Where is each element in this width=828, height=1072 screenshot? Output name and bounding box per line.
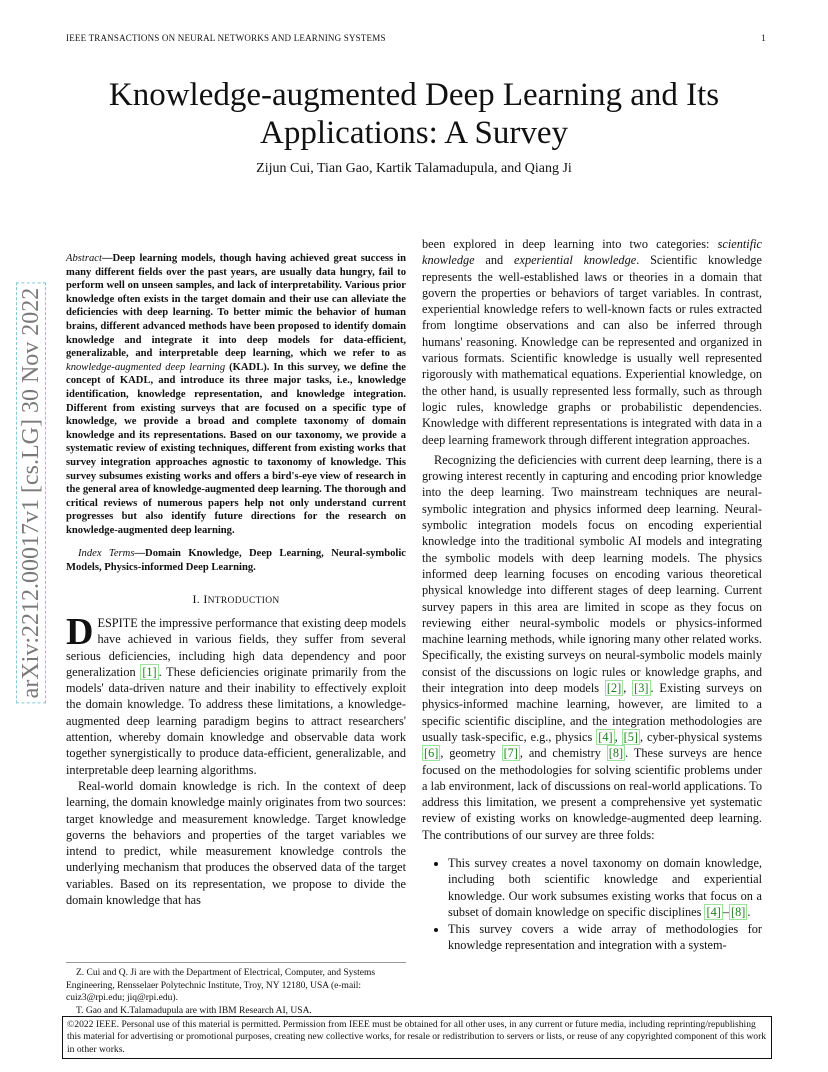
right-column bbox=[422, 236, 762, 955]
text: . These surveys are hence focused on the methodologies for solving scientific problems under a lab environment, lack of discussions on real-world applications. To address this limitation, we present a comprehensive yet systematic review of existing works on knowledge-augmented deep learning. The contributions of our survey are three folds: bbox=[422, 746, 762, 842]
page-number: 1 bbox=[761, 33, 766, 43]
abstract-term: knowledge-augmented deep learning bbox=[66, 361, 226, 373]
abstract bbox=[66, 252, 406, 537]
citation-link[interactable]: [6] bbox=[424, 746, 439, 761]
citation-link[interactable]: [2] bbox=[606, 681, 622, 696]
contributions-list bbox=[422, 855, 762, 954]
right-paragraph-1 bbox=[422, 236, 762, 448]
term-experiential: experiential knowledge bbox=[514, 253, 637, 268]
list-item: • This survey covers a wide array of methodologies for knowledge representation and integration with a system- bbox=[448, 921, 762, 954]
footnote bbox=[66, 962, 406, 1017]
drop-cap: D bbox=[66, 610, 94, 653]
intro-text-end: . These deficiencies originate primarily from the models' data-driven nature and their inability to effectively exploit the domain knowledge. To address these limitations, a knowledge-augmented deep learning paradigm begins to attract researchers' attention, whereby domain knowledge and observable data work together synergistically to produce data-efficient, generalizable, and interpretable deep learning algorithms. bbox=[66, 664, 406, 777]
arxiv-stamp[interactable] bbox=[16, 248, 46, 738]
text: . Existing surveys on physics-informed machine learning, however, are limited to a specific scientific discipline, and the integration methodologies are usually task-specific, e.g., physics bbox=[422, 681, 762, 744]
text: . Scientific knowledge represents the well-established laws or theories in a domain that govern the properties or behaviors of target variables. In contrast, experiential knowledge refers to well-known facts or rules extracted from longtime observations and can also be inferred through humans' reasoning. Knowledge can be represented and organized in various formats. Scientific knowledge is usually well represented rigorously with mathematical equations. Experiential knowledge, on the other hand, is usually represented less formally, such as through logic rules, knowledge graphs or probabilistic dependencies. Knowledge with different representations is integrated with data in a deep learning framework through different integration approaches. bbox=[422, 253, 763, 447]
section-number: I. bbox=[192, 591, 204, 606]
left-column bbox=[66, 236, 406, 908]
arxiv-stamp-text: arXiv:2212.00017v1 [cs.LG] 30 Nov 2022 bbox=[16, 283, 46, 704]
citation-link[interactable]: [3] bbox=[634, 681, 649, 696]
abstract-label: Abstract bbox=[66, 253, 102, 264]
citation-link[interactable]: [4] bbox=[598, 729, 613, 744]
term-scientific: scientific knowledge bbox=[422, 237, 762, 268]
text: . bbox=[747, 904, 751, 919]
citation-link[interactable]: [8] bbox=[608, 746, 624, 761]
journal-name: IEEE TRANSACTIONS ON NEURAL NETWORKS AND LEARNING SYSTEMS bbox=[66, 33, 386, 43]
text: – bbox=[722, 904, 729, 919]
footnote-affiliation-1: Z. Cui and Q. Ji are with the Department of Electrical, Computer, and Systems Engineering, Rensselaer Polytechnic Institute, Troy, NY 12180, USA (e-mail: cuiz3@rpi.edu; jiq@rpi.edu). bbox=[66, 968, 376, 1003]
right-paragraph-2: Recognizing the deficiencies with current deep learning, there is a growing interest recently in capturing and encoding prior knowledge into the deep learning. Two mainstream techniques are neural-symbolic integration and physics informed deep learning. Neural-symbolic integration models focus on encoding experiential knowledge into the traditional symbolic AI models and integrating the symbolic models with deep learning models. The physics informed deep learning focuses on encoding various theoretical physical knowledge into different stages of deep learning. Current survey papers in this area are limited in scope as they focus on reviewing either neural-symbolic models or physics-informed machine learning methods, while ignoring many other related works. Specifically, the existing surveys on neural-symbolic models mainly consist of the discussions on logic rules or knowledge graphs, and their integration into deep models [2] , [3] . Existing surveys on physics-informed machine learning, however, are limited to a specific scientific discipline, and the integration methodologies are usually task-specific, e.g., physics [4] , [5] , cyber-physical systems [6] , geometry [7] , and chemistry [8] . These surveys are hence focused on the methodologies for solving scientific problems under a lab environment, lack of discussions on real-world applications. To address this limitation, we present a comprehensive yet systematic review of existing works on knowledge-augmented deep learning. The contributions of our survey are three folds: bbox=[422, 452, 762, 842]
copyright-notice: ©2022 IEEE. Personal use of this material is permitted. Permission from IEEE must be obtained for all other uses, in any current or future media, including reprinting/republishing this material for advertising or promotional purposes, creating new collective works, for resale or redistribution to servers or lists, or reuse of any copyrighted component of this work in other works. bbox=[62, 1016, 772, 1059]
intro-paragraph-1 bbox=[66, 610, 406, 778]
section-title-first: I bbox=[203, 591, 208, 606]
intro-text: ESPITE the impressive performance that existing deep models have achieved in various fields, they suffer from several serious deficiencies, including high data dependency and poor generalization bbox=[66, 615, 406, 679]
index-terms-label: Index Terms bbox=[78, 548, 135, 560]
section-heading bbox=[66, 591, 406, 609]
authors: Zijun Cui, Tian Gao, Kartik Talamadupula, and Qiang Ji bbox=[256, 161, 572, 176]
index-terms-text: —Domain Knowledge, Deep Learning, Neural-symbolic Models, Physics-informed Deep Learning. bbox=[66, 548, 406, 574]
paper-title: Knowledge-augmented Deep Learning and Its Applications: A Survey bbox=[108, 77, 720, 151]
citation-link[interactable]: [5] bbox=[623, 729, 638, 744]
text: , geometry bbox=[440, 746, 502, 761]
section-title-rest: NTRODUCTION bbox=[207, 595, 280, 606]
citation-link[interactable]: [8] bbox=[730, 904, 746, 919]
list-item bbox=[448, 855, 762, 920]
citation-link[interactable]: [1] bbox=[142, 664, 157, 679]
abstract-text: —Deep learning models, though having achieved great success in many different fields over the past years, are usually data hungry, fail to perform well on unseen samples, and lack of interpretability. Various prior knowledge often exists in the target domain and their use can alleviate the deficiencies with deep learning. To better mimic the behavior of human brains, different advanced methods have been proposed to identify domain knowledge and integrate it into deep models for data-efficient, generalizable, and interpretable deep learning, which we refer to as bbox=[66, 253, 406, 360]
intro-paragraph-2: Real-world domain knowledge is rich. In the context of deep learning, the domain knowledge mainly originates from two sources: target knowledge and measurement knowledge. Target knowledge governs the behaviors and properties of the target variables we intend to predict, while measurement knowledge controls the underlying mechanism that produces the observed data of the target variables. Based on its representation, we propose to divide the domain knowledge that has bbox=[66, 778, 406, 907]
text: , cyber-physical systems bbox=[639, 729, 762, 744]
text: This survey creates a novel taxonomy on domain knowledge, including both scientific knowledge and experiential knowledge. Our work subsumes existing works that focus on a subset of domain knowledge on specific disciplines bbox=[448, 855, 762, 919]
footnote-affiliation-2: T. Gao and K.Talamadupula are with IBM Research AI, USA. bbox=[76, 1005, 312, 1016]
index-terms bbox=[66, 547, 406, 574]
text: , and chemistry bbox=[519, 746, 607, 761]
citation-link[interactable]: [4] bbox=[706, 904, 721, 919]
citation-link[interactable]: [7] bbox=[503, 746, 518, 761]
running-header bbox=[66, 33, 766, 47]
text: Recognizing the deficiencies with current deep learning, there is a growing interest recently in capturing and encoding prior knowledge into the deep learning. Two mainstream techniques are neural-symbolic integration and physics informed deep learning. Neural-symbolic integration models focus on encoding experiential knowledge into the traditional symbolic AI models and integrating the symbolic models with deep learning models. The physics informed deep learning focuses on encoding various theoretical physical knowledge into different stages of deep learning. Current survey papers in this area are limited in scope as they focus on reviewing either neural-symbolic models or physics-informed machine learning methods, while ignoring many other related works. Specifically, the existing surveys on neural-symbolic models mainly consist of the discussions on logic rules or knowledge graphs, and their integration into deep models bbox=[422, 452, 762, 696]
text: been explored in deep learning into two categories: bbox=[422, 237, 718, 251]
text: and bbox=[474, 253, 515, 268]
abstract-text-end: (KADL). In this survey, we define the concept of KADL, and introduce its three major tasks, i.e., knowledge identification, knowledge representation, and knowledge integration. Different from existing surveys that are focused on a specific type of knowledge, we provide a broad and complete taxonomy of domain knowledge and its representations. Based on our taxonomy, we provide a systematic review of existing techniques, different from existing works that survey integration approaches agnostic to taxonomy of knowledge. This survey subsumes existing works and offers a bird's-eye view of research in the general area of knowledge-augmented deep learning. The thorough and critical reviews of numerous papers help not only understand current progresses but also identify future directions for the research on knowledge-augmented deep learning. bbox=[66, 361, 406, 536]
